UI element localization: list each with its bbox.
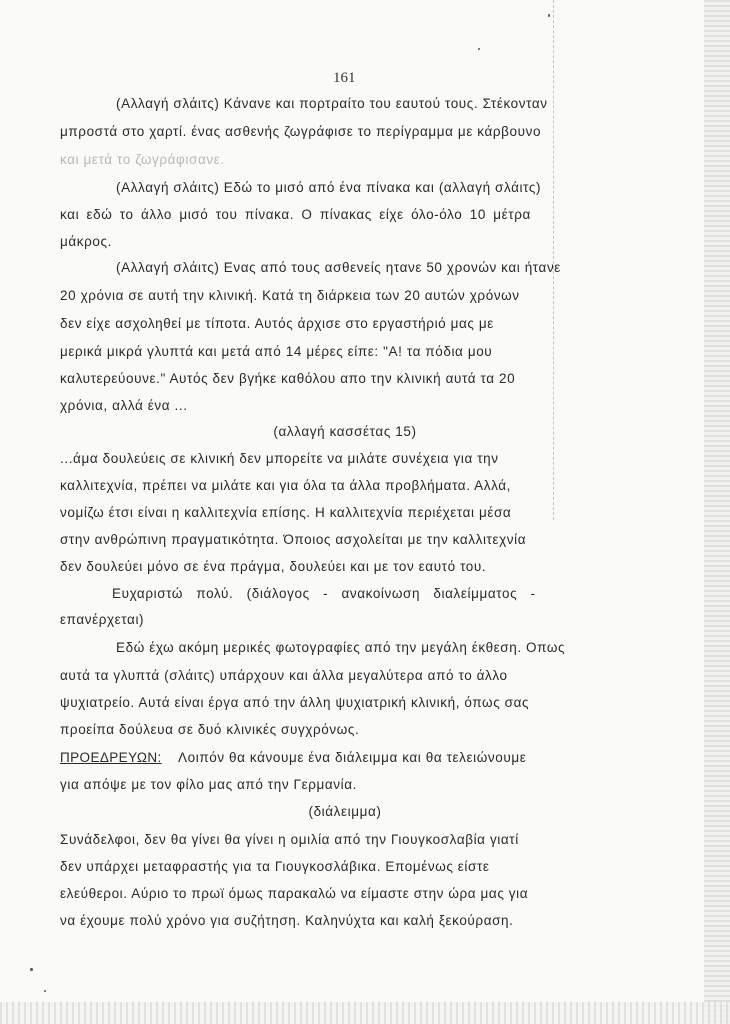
speck bbox=[30, 968, 33, 971]
text-line: μπροστά στο χαρτί. ένας ασθενής ζωγράφισε το περίγραμμα με κάρβουνο bbox=[60, 124, 542, 139]
text-line: δεν δουλεύει μόνο σε ένα πράγμα, δουλεύει και με τον εαυτό του. bbox=[60, 559, 487, 574]
speaker-line bbox=[60, 750, 630, 765]
speaker-text: Λοιπόν θα κάνουμε ένα διάλειμμα και θα τελειώνουμε bbox=[178, 750, 527, 765]
text-line: Ευχαριστώ πολύ. (διάλογος - ανακοίνωση διαλείμματος - bbox=[112, 586, 536, 601]
text-line: καλλιτεχνία, πρέπει να μιλάτε και για όλα τα άλλα προβλήματα. Αλλά, bbox=[60, 478, 512, 493]
section-marker: (διάλειμμα) bbox=[308, 804, 382, 819]
section-marker: (αλλαγή κασσέτας 15) bbox=[273, 424, 417, 439]
text-line: 20 χρόνια σε αυτή την κλινική. Κατά τη διάρκεια των 20 αυτών χρόνων bbox=[60, 288, 520, 303]
scan-edge-right bbox=[704, 0, 730, 1024]
speck bbox=[548, 14, 550, 17]
speaker-label: ΠΡΟΕΔΡΕΥΩΝ: bbox=[60, 750, 162, 765]
text-line: δεν είχε ασχοληθεί με τίποτα. Αυτός άρχισε στο εργαστήριό μας με bbox=[60, 316, 494, 331]
text-line: αυτά τα γλυπτά (σλάιτς) υπάρχουν και άλλα μεγαλύτερα από το άλλο bbox=[60, 668, 508, 683]
text-line: ψυχιατρείο. Αυτά είναι έργα από την άλλη ψυχιατρική κλινική, όπως σας bbox=[60, 695, 530, 710]
text-line: για απόψε με τον φίλο μας από την Γερμανία. bbox=[60, 777, 357, 792]
text-line: (Αλλαγή σλάιτς) Εδώ το μισό από ένα πίνακα και (αλλαγή σλάιτς) bbox=[116, 180, 542, 195]
text-line: ελεύθεροι. Αύριο το πρωϊ όμως παρακαλώ να είμαστε στην ώρα μας για bbox=[60, 886, 529, 901]
text-line: (Αλλαγή σλάιτς) Ενας από τους ασθενείς ητανε 50 χρονών και ήτανε bbox=[116, 260, 561, 275]
text-line: Συνάδελφοι, δεν θα γίνει θα γίνει η ομιλία από την Γιουγκοσλαβία γιατί bbox=[60, 832, 519, 847]
text-line: νομίζω έτσι είναι η καλλιτεχνία επίσης. Η καλλιτεχνία περιέχεται μέσα bbox=[60, 505, 512, 520]
text-line: δεν υπάρχει μεταφραστής για τα Γιουγκοσλάβικα. Επομένως είστε bbox=[60, 859, 490, 874]
text-line: μερικά μικρά γλυπτά και μετά από 14 μέρες είπε: "Α! τα πόδια μου bbox=[60, 344, 493, 359]
text-line: να έχουμε πολύ χρόνο για συζήτηση. Καληνύχτα και καλή ξεκούραση. bbox=[60, 913, 514, 928]
text-line: ...άμα δουλεύεις σε κλινική δεν μπορείτε να μιλάτε συνέχεια για την bbox=[60, 451, 499, 466]
text-line: (Αλλαγή σλάιτς) Κάνανε και πορτραίτο του εαυτού τους. Στέκονταν bbox=[116, 96, 548, 111]
speck bbox=[44, 990, 46, 992]
scan-edge-bottom bbox=[0, 1002, 730, 1024]
text-line: χρόνια, αλλά ένα ... bbox=[60, 398, 188, 413]
text-line: μάκρος. bbox=[60, 234, 112, 249]
text-line: και εδώ το άλλο μισό του πίνακα. Ο πίνακας είχε όλο-όλο 10 μέτρα bbox=[60, 207, 531, 222]
text-line: προείπα δούλευα σε δυό κλινικές συγχρόνως. bbox=[60, 722, 360, 737]
text-line: επανέρχεται) bbox=[60, 612, 145, 627]
page-number: 161 bbox=[333, 70, 356, 86]
text-line: καλυτερεύουνε." Αυτός δεν βγήκε καθόλου απο την κλινική αυτά τα 20 bbox=[60, 371, 516, 386]
text-line: και μετά το ζωγράφισανε. bbox=[60, 152, 225, 167]
speck bbox=[478, 48, 480, 50]
text-line: στην ανθρώπινη πραγματικότητα. Όποιος ασχολείται με την καλλιτεχνία bbox=[60, 532, 527, 547]
text-line: Εδώ έχω ακόμη μερικές φωτογραφίες από την μεγάλη έκθεση. Οπως bbox=[116, 640, 566, 655]
